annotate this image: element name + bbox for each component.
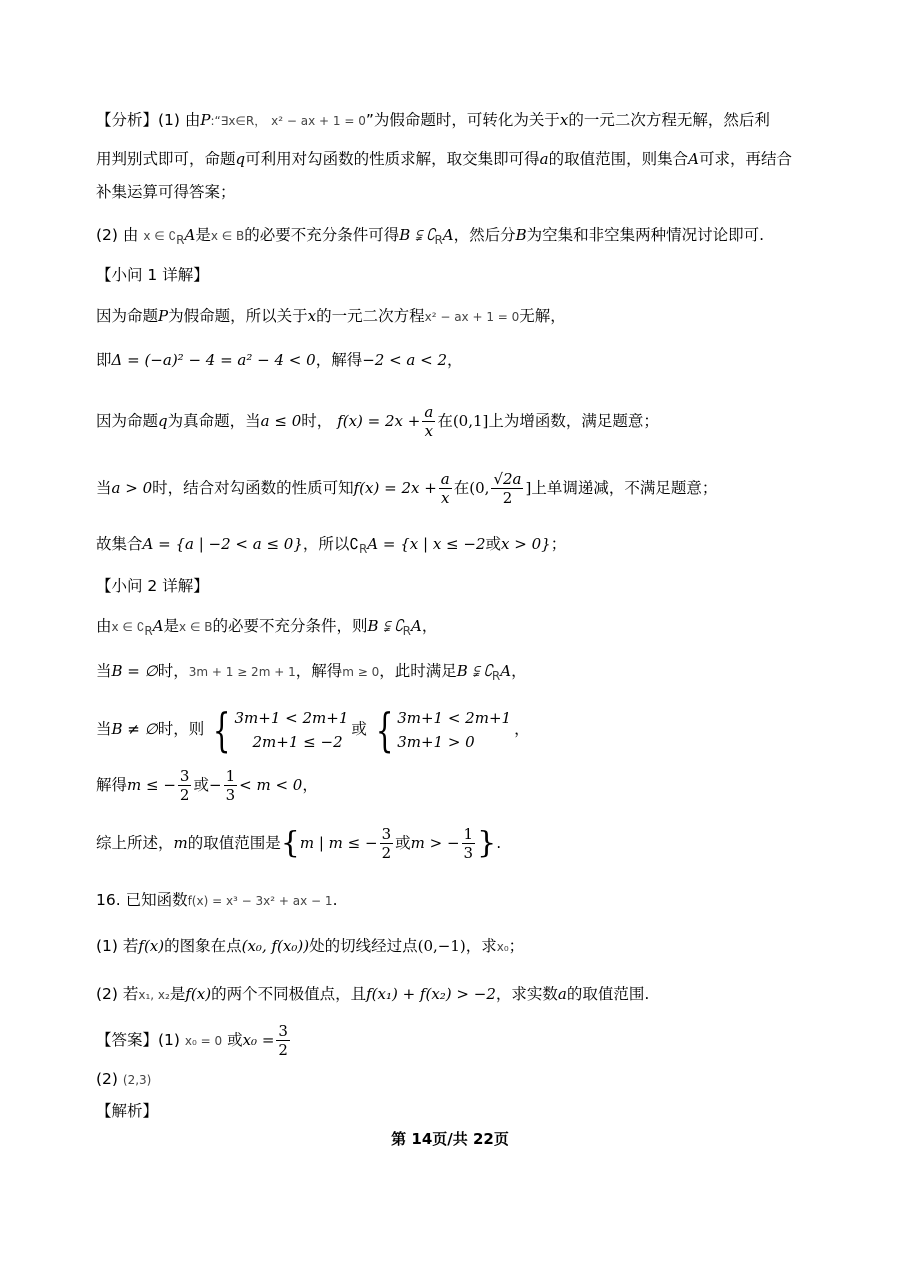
- text: 时，: [301, 412, 333, 430]
- numerator: a: [424, 403, 434, 421]
- math-sub: R: [176, 233, 185, 248]
- math: a > 0: [111, 479, 153, 497]
- text: ，然后分: [453, 226, 516, 244]
- text: 或: [227, 1031, 243, 1049]
- text: 的图象在点: [164, 937, 242, 955]
- math: (0,−1): [417, 937, 466, 955]
- numerator: 1: [225, 767, 236, 785]
- text: .: [332, 891, 338, 909]
- solution-line-9: [96, 466, 717, 510]
- text: 因为命题: [96, 412, 159, 430]
- math: x₀: [496, 940, 509, 954]
- math: (0,1]: [452, 412, 489, 430]
- subquestion-2-heading: [96, 575, 209, 597]
- math: x ∈ ∁: [111, 620, 145, 634]
- text: 时，则: [157, 720, 205, 738]
- text: ，: [511, 662, 527, 680]
- problem-16-statement: [96, 889, 338, 912]
- math: A: [410, 617, 422, 635]
- text: 时，结合对勾函数的性质可知: [152, 479, 354, 497]
- math: x₀ = 0: [184, 1034, 223, 1048]
- analysis-line-1: [96, 109, 770, 132]
- text: .: [496, 834, 502, 852]
- text: ，求实数: [495, 985, 558, 1003]
- analysis-line-4: [96, 224, 764, 251]
- solution-line-7: [96, 349, 463, 371]
- text: ，: [447, 351, 463, 369]
- text: 当: [96, 720, 112, 738]
- text: 补集运算可得答案；: [96, 183, 236, 201]
- numerator: 3: [278, 1022, 288, 1040]
- math: f(x): [138, 937, 165, 955]
- text: 【解析】: [96, 1102, 159, 1120]
- text: (2) 若: [96, 985, 139, 1003]
- denominator: 3: [463, 844, 474, 862]
- system-row: 3m+1 > 0: [397, 732, 475, 751]
- text: 为空集和非空集两种情况讨论即可.: [526, 226, 765, 244]
- text: ，求: [465, 937, 497, 955]
- text: 时，: [157, 662, 189, 680]
- text: 或: [395, 834, 411, 852]
- math: a ≤ 0: [260, 412, 302, 430]
- text: 为真命题，当: [167, 412, 261, 430]
- math: A: [442, 226, 454, 244]
- math: x > 0}: [501, 535, 551, 553]
- math: B ≠ ∅: [111, 720, 158, 738]
- denominator: 2: [179, 786, 190, 804]
- text: 的必要不充分条件可得: [244, 226, 400, 244]
- brace-close: }: [477, 825, 497, 861]
- math: (0,: [469, 479, 490, 497]
- denominator: 2: [381, 844, 392, 862]
- text: 在: [453, 479, 470, 497]
- system-2: { 3m+1 < 2m+1 3m+1 > 0: [375, 702, 512, 757]
- solution-line-16: [96, 818, 501, 869]
- math-A: A: [688, 150, 699, 168]
- numerator: √2a: [493, 470, 522, 488]
- math: A = {a | −2 < a ≤ 0}: [142, 535, 303, 553]
- numerator: 3: [179, 767, 190, 785]
- math: f(x): [185, 985, 212, 1003]
- math: (x₀, f(x₀)): [241, 937, 310, 955]
- text: 可求，再结合: [698, 150, 792, 168]
- math: f(x) = 2x +: [353, 479, 437, 497]
- fraction: [224, 767, 238, 804]
- math: P: [158, 307, 169, 325]
- math: f(x₁) + f(x₂) > −2: [366, 985, 496, 1003]
- math: A: [500, 662, 512, 680]
- math-q: q: [235, 150, 246, 168]
- solution-line-13: [96, 660, 527, 687]
- text: 因为命题: [96, 307, 159, 325]
- text: (1) 若: [96, 937, 139, 955]
- fraction: [439, 470, 452, 507]
- math: A: [184, 226, 196, 244]
- denominator: 3: [225, 786, 236, 804]
- text: 16. 已知函数: [96, 891, 188, 909]
- math: A = {x | x ≤ −2: [367, 535, 486, 553]
- heading-text: 【小问 2 详解】: [96, 577, 209, 595]
- fraction: [178, 767, 192, 804]
- answer-line-1: [96, 1018, 292, 1063]
- denominator: x: [441, 489, 450, 507]
- system-row: 2m+1 ≤ −2: [252, 732, 343, 751]
- math: x₀ =: [242, 1031, 275, 1049]
- math: −: [208, 776, 222, 794]
- text: 上单调递减，不满足题意；: [531, 479, 718, 497]
- analysis-line-3: [96, 181, 236, 203]
- math: q: [158, 412, 168, 430]
- explanation-heading: [96, 1100, 158, 1122]
- system-row: 3m+1 < 2m+1: [234, 708, 349, 727]
- text: 的必要不充分条件，则: [212, 617, 368, 635]
- math: B ⫋ ∁: [367, 617, 403, 635]
- text: 无解，: [519, 307, 566, 325]
- solution-line-8: [96, 400, 659, 442]
- text: 是: [169, 985, 186, 1003]
- math-sub: R: [491, 669, 501, 684]
- solution-line-10: [96, 533, 566, 560]
- text: ，解得: [295, 662, 343, 680]
- text: 为假命题，所以关于: [168, 307, 308, 325]
- brace-open: {: [280, 825, 300, 861]
- text: 用判别式即可，命题: [96, 150, 236, 168]
- analysis-label: 【分析】(1) 由: [96, 111, 201, 129]
- system-row: 3m+1 < 2m+1: [397, 708, 512, 727]
- math: x ∈ B: [179, 620, 213, 634]
- math: x² − ax + 1 = 0: [424, 310, 520, 324]
- text: ；: [508, 937, 525, 955]
- text: 处的切线经过点: [309, 937, 418, 955]
- solution-line-14: [96, 701, 530, 757]
- text: ；: [550, 535, 567, 553]
- math: 3m + 1 ≥ 2m + 1: [188, 665, 296, 679]
- text: 或: [193, 776, 209, 794]
- fraction: [462, 825, 476, 862]
- solution-line-12: [96, 615, 437, 642]
- answer-line-2: [96, 1068, 151, 1091]
- subquestion-1-heading: [96, 264, 209, 286]
- math: A: [152, 617, 164, 635]
- text: 解得: [96, 776, 128, 794]
- math: a: [557, 985, 567, 1003]
- text: 当: [96, 479, 112, 497]
- system-1: { 3m+1 < 2m+1 2m+1 ≤ −2: [213, 702, 349, 757]
- numerator: 1: [463, 825, 474, 843]
- math: x ∈ B: [210, 229, 245, 243]
- text: 即: [96, 351, 112, 369]
- math: m ≤ −: [127, 776, 176, 794]
- text: 上为增函数，满足题意；: [488, 412, 659, 430]
- math: m ≥ 0: [342, 665, 380, 679]
- math: (2,3): [122, 1073, 152, 1087]
- math: B = ∅: [111, 662, 158, 680]
- math: −2 < a < 2: [362, 351, 448, 369]
- text: 在: [437, 412, 453, 430]
- text: ，此时满足: [379, 662, 457, 680]
- math: Δ = (−a)² − 4 = a² − 4 < 0: [111, 351, 316, 369]
- solution-line-15: [96, 763, 318, 807]
- fraction: [380, 825, 394, 862]
- math: ]: [525, 479, 532, 497]
- text: 当: [96, 662, 112, 680]
- text: 可利用对勾函数的性质求解，取交集即可得: [245, 150, 540, 168]
- numerator: a: [440, 470, 450, 488]
- math-sub: R: [434, 233, 443, 248]
- text: 由: [96, 617, 112, 635]
- math-x: x: [559, 111, 569, 129]
- text: 的取值范围，则集合: [548, 150, 689, 168]
- fraction: [422, 403, 435, 440]
- math-exists: :“∃x∈R，: [210, 114, 267, 128]
- text: 的取值范围.: [566, 985, 650, 1003]
- analysis-line-2: [96, 148, 792, 170]
- math: m | m ≤ −: [299, 834, 378, 852]
- math: B ⫋ ∁: [399, 226, 435, 244]
- fraction: [276, 1022, 290, 1059]
- text: ，所以: [302, 535, 350, 553]
- text: 综上所述，: [96, 834, 174, 852]
- denominator: x: [424, 422, 434, 440]
- text: ，解得: [315, 351, 363, 369]
- math-sub: R: [402, 624, 411, 639]
- math: m: [173, 834, 188, 852]
- denominator: 2: [502, 489, 513, 507]
- math: x₁, x₂: [138, 988, 170, 1002]
- problem-16-part-2: [96, 983, 649, 1006]
- text: 是: [195, 226, 211, 244]
- math: x ∈ ∁: [143, 229, 177, 243]
- text: ”为假命题时，可转化为关于: [365, 111, 560, 129]
- math-a: a: [539, 150, 549, 168]
- text: ，: [421, 617, 438, 635]
- fraction: [491, 470, 523, 507]
- text: 或: [351, 720, 367, 738]
- heading-text: 【小问 1 详解】: [96, 266, 209, 284]
- text: 【答案】(1): [96, 1031, 180, 1049]
- math: f(x) = 2x +: [337, 412, 421, 430]
- text: ，: [514, 720, 530, 738]
- text: 故集合: [96, 535, 143, 553]
- problem-16-part-1: [96, 935, 524, 958]
- math: m > −: [410, 834, 460, 852]
- math: x: [307, 307, 317, 325]
- math-p: P: [200, 111, 211, 129]
- text: 是: [163, 617, 180, 635]
- numerator: 3: [381, 825, 392, 843]
- math: < m < 0: [239, 776, 303, 794]
- math: B: [515, 226, 527, 244]
- text: 的一元二次方程: [316, 307, 425, 325]
- text: (2): [96, 1070, 118, 1088]
- math-sub: R: [358, 542, 368, 557]
- math: ∁: [349, 535, 359, 553]
- math-sub: R: [144, 624, 153, 639]
- denominator: 2: [278, 1041, 288, 1059]
- text: (2) 由: [96, 226, 139, 244]
- math: B ⫋ ∁: [456, 662, 492, 680]
- page-number: 第 14页/共 22页: [391, 1130, 509, 1148]
- text: 的取值范围是: [187, 834, 281, 852]
- text: 的一元二次方程无解，然后利: [568, 111, 770, 129]
- text: ，: [302, 776, 318, 794]
- math-equation: x² − ax + 1 = 0: [271, 114, 366, 128]
- math: f(x) = x³ − 3x² + ax − 1: [187, 894, 333, 908]
- solution-line-6: [96, 305, 566, 328]
- text: 或: [485, 535, 502, 553]
- text: 的两个不同极值点，且: [211, 985, 367, 1003]
